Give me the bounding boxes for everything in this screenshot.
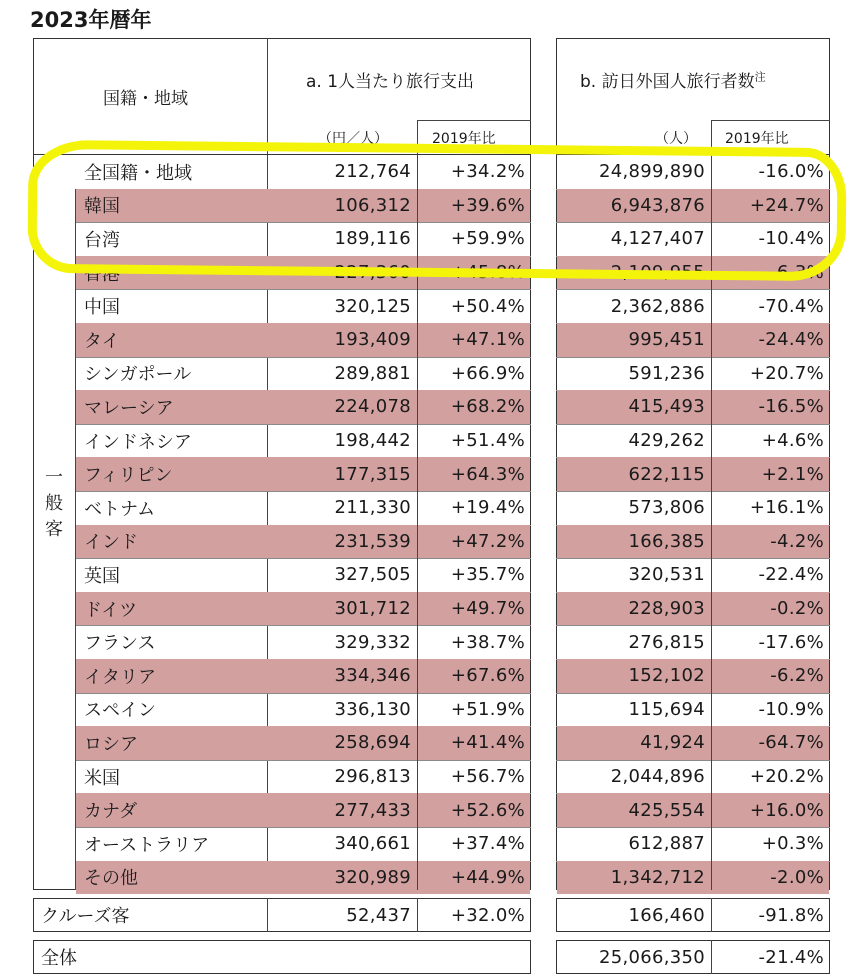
region-cell: その他: [84, 868, 138, 890]
region-cell: スペイン: [84, 700, 156, 722]
visitors-ratio-cell: -4.2%: [770, 530, 824, 552]
visitors-ratio-header: 2019年比: [725, 131, 789, 147]
region-cell: イタリア: [84, 666, 156, 688]
visitors-cell: 415,493: [628, 396, 705, 418]
cruise-visitors-ratio: -91.8%: [758, 904, 824, 926]
spend-cell: 224,078: [334, 396, 411, 418]
visitors-ratio-cell: -64.7%: [758, 732, 824, 754]
spend-cell: 212,764: [334, 161, 411, 183]
spend-ratio-cell: +66.9%: [450, 362, 525, 384]
visitors-header-text: b. 訪日外国人旅行者数: [580, 72, 755, 92]
spend-ratio-cell: +41.4%: [450, 732, 525, 754]
visitors-ratio-cell: -2.0%: [770, 866, 824, 888]
spend-ratio-cell: +34.2%: [450, 161, 525, 183]
spend-cell: 320,125: [334, 295, 411, 317]
spend-cell: 106,312: [334, 194, 411, 216]
spend-ratio-cell: +51.4%: [450, 430, 525, 452]
visitors-ratio-cell: -6.2%: [770, 665, 824, 687]
spend-cell: 289,881: [334, 362, 411, 384]
spend-ratio-cell: +45.8%: [450, 262, 525, 284]
side-label-char: 客: [45, 519, 63, 540]
visitors-cell: 425,554: [628, 799, 705, 821]
spend-cell: 193,409: [334, 329, 411, 351]
visitors-ratio-cell: -10.9%: [758, 698, 824, 720]
visitors-cell: 276,815: [628, 631, 705, 653]
spend-cell: 301,712: [334, 598, 411, 620]
visitors-ratio-cell: -22.4%: [758, 564, 824, 586]
spend-ratio-cell: +19.4%: [450, 497, 525, 519]
visitors-ratio-divider: [711, 155, 712, 890]
spend-ratio-cell: +39.6%: [450, 194, 525, 216]
spend-ratio-cell: +68.2%: [450, 396, 525, 418]
spend-cell: 177,315: [334, 463, 411, 485]
visitors-cell: 995,451: [628, 329, 705, 351]
page-title: 2023年暦年: [30, 8, 152, 32]
visitors-header-note: 注: [754, 70, 766, 84]
visitors-cell: 320,531: [628, 564, 705, 586]
region-cell: フィリピン: [84, 465, 173, 487]
visitors-cell: 2,044,896: [610, 766, 705, 788]
spend-ratio-cell: +52.6%: [450, 799, 525, 821]
visitors-ratio-cell: -24.4%: [758, 329, 824, 351]
visitors-ratio-cell: +24.7%: [749, 194, 824, 216]
visitors-cell: 152,102: [628, 665, 705, 687]
side-label-char: 般: [45, 493, 63, 514]
region-cell: カナダ: [84, 801, 138, 823]
spend-ratio-divider: [417, 155, 418, 890]
spend-header: a. 1人当たり旅行支出: [306, 72, 475, 92]
visitors-ratio-cell: -16.0%: [758, 161, 824, 183]
visitors-ratio-header-box: [711, 120, 830, 155]
spend-cell: 231,539: [334, 530, 411, 552]
spend-ratio-cell: +37.4%: [450, 833, 525, 855]
visitors-ratio-cell: +16.0%: [749, 799, 824, 821]
total-visitors: 25,066,350: [598, 946, 705, 968]
side-column-divider: [75, 189, 76, 890]
total-visitors-ratio: -21.4%: [758, 946, 824, 968]
spend-cell: 277,433: [334, 799, 411, 821]
visitors-ratio-cell: -0.2%: [770, 598, 824, 620]
visitors-cell: 622,115: [628, 463, 705, 485]
side-label-char: 一: [45, 467, 63, 488]
cruise-label: クルーズ客: [41, 906, 130, 927]
visitors-cell: 2,109,955: [610, 262, 705, 284]
spend-ratio-header-box: [417, 120, 531, 155]
spend-cell: 340,661: [334, 833, 411, 855]
spend-ratio-cell: +56.7%: [450, 766, 525, 788]
spend-ratio-cell: +47.1%: [450, 329, 525, 351]
side-label: [42, 465, 66, 543]
visitors-unit: （人）: [655, 131, 697, 147]
region-cell: フランス: [84, 633, 156, 655]
spend-ratio-header: 2019年比: [432, 131, 496, 147]
spend-cell: 189,116: [334, 228, 411, 250]
visitors-ratio-cell: +0.3%: [761, 833, 824, 855]
spend-ratio-cell: +59.9%: [450, 228, 525, 250]
visitors-ratio-cell: -6.3%: [770, 262, 824, 284]
visitors-ratio-cell: +2.1%: [761, 463, 824, 485]
spend-ratio-cell: +47.2%: [450, 530, 525, 552]
visitors-cell: 166,385: [628, 530, 705, 552]
spend-ratio-cell: +38.7%: [450, 631, 525, 653]
region-header: 国籍・地域: [103, 89, 188, 109]
visitors-cell: 6,943,876: [610, 194, 705, 216]
spend-cell: 198,442: [334, 430, 411, 452]
spend-ratio-cell: +49.7%: [450, 598, 525, 620]
region-cell: インド: [84, 532, 138, 554]
visitors-cell: 24,899,890: [598, 161, 705, 183]
spend-cell: 329,332: [334, 631, 411, 653]
visitors-ratio-cell: -70.4%: [758, 295, 824, 317]
region-cell: 韓国: [84, 196, 120, 218]
spend-unit: （円／人）: [318, 131, 388, 147]
visitors-ratio-cell: +20.7%: [749, 362, 824, 384]
visitors-cell: 228,903: [628, 598, 705, 620]
spend-ratio-cell: +51.9%: [450, 698, 525, 720]
spend-cell: 296,813: [334, 766, 411, 788]
region-cell: 全国籍・地域: [84, 162, 192, 184]
spend-ratio-cell: +50.4%: [450, 295, 525, 317]
spend-cell: 227,360: [334, 262, 411, 284]
visitors-ratio-cell: +20.2%: [749, 766, 824, 788]
region-cell: 米国: [84, 767, 120, 789]
region-cell: ベトナム: [84, 498, 156, 520]
visitors-cell: 41,924: [640, 732, 705, 754]
region-cell: マレーシア: [84, 397, 174, 419]
region-cell: タイ: [84, 330, 120, 352]
visitors-ratio-cell: +4.6%: [761, 430, 824, 452]
spend-cell: 320,989: [334, 866, 411, 888]
region-cell: 中国: [84, 297, 120, 319]
region-cell: インドネシア: [84, 431, 192, 453]
spend-ratio-cell: +35.7%: [450, 564, 525, 586]
region-cell: シンガポール: [84, 364, 192, 386]
region-cell: 香港: [84, 263, 120, 285]
region-cell: 台湾: [84, 229, 120, 251]
spend-cell: 258,694: [334, 732, 411, 754]
visitors-header: [580, 67, 766, 92]
visitors-cell: 429,262: [628, 430, 705, 452]
cruise-spend: 52,437: [346, 904, 411, 926]
region-cell: ドイツ: [84, 599, 138, 621]
region-cell: 英国: [84, 565, 120, 587]
spend-cell: 334,346: [334, 665, 411, 687]
visitors-ratio-cell: -10.4%: [758, 228, 824, 250]
visitors-ratio-cell: +16.1%: [749, 497, 824, 519]
visitors-cell: 2,362,886: [610, 295, 705, 317]
visitors-cell: 573,806: [628, 497, 705, 519]
visitors-cell: 591,236: [628, 362, 705, 384]
spend-ratio-cell: +64.3%: [450, 463, 525, 485]
visitors-ratio-cell: -17.6%: [758, 631, 824, 653]
total-label: 全体: [41, 948, 77, 969]
cruise-visitors: 166,460: [628, 904, 705, 926]
visitors-cell: 1,342,712: [610, 866, 705, 888]
spend-ratio-cell: +67.6%: [450, 665, 525, 687]
region-cell: オーストラリア: [84, 834, 210, 856]
spend-ratio-cell: +44.9%: [450, 866, 525, 888]
spend-cell: 327,505: [334, 564, 411, 586]
spend-cell: 211,330: [334, 497, 411, 519]
visitors-cell: 4,127,407: [610, 228, 705, 250]
visitors-cell: 115,694: [628, 698, 705, 720]
total-row-left: [33, 940, 531, 974]
spend-cell: 336,130: [334, 698, 411, 720]
cruise-spend-ratio: +32.0%: [450, 904, 525, 926]
visitors-ratio-cell: -16.5%: [758, 396, 824, 418]
region-cell: ロシア: [84, 733, 138, 755]
visitors-cell: 612,887: [628, 833, 705, 855]
